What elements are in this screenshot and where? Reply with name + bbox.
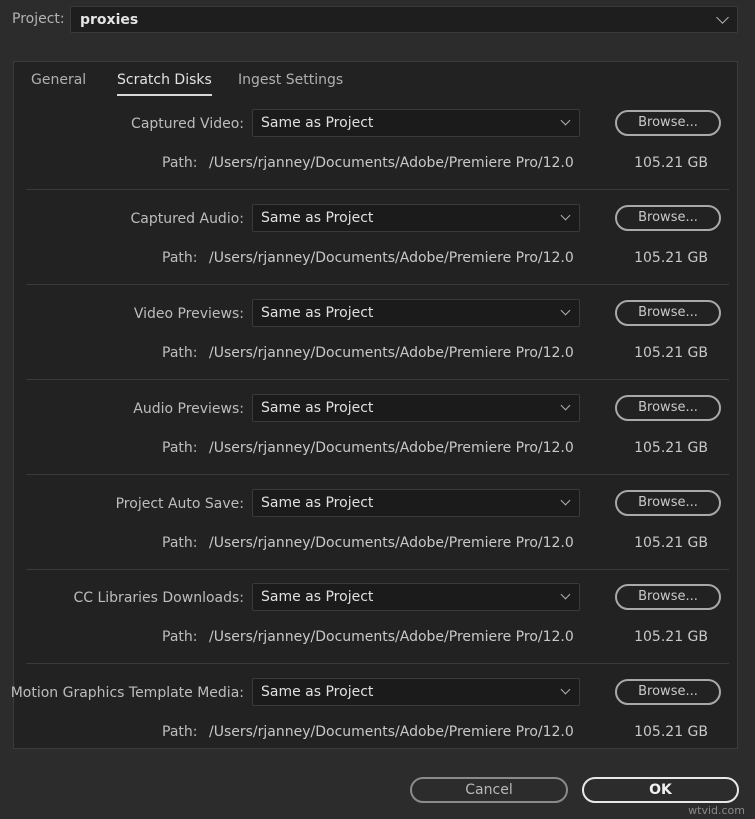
tab-scratch-disks[interactable]: Scratch Disks: [117, 72, 212, 96]
row-label: Video Previews:: [133, 306, 244, 322]
row-label: Audio Previews:: [133, 401, 244, 417]
dropdown-value: Same as Project: [261, 115, 374, 131]
path-value: /Users/rjanney/Documents/Adobe/Premiere Pro/12.0: [209, 629, 574, 645]
row-label: Captured Audio:: [130, 211, 244, 227]
dropdown-value: Same as Project: [261, 684, 374, 700]
project-row: [0, 0, 755, 43]
browse-button[interactable]: Browse...: [615, 679, 721, 705]
cancel-button[interactable]: Cancel: [410, 777, 568, 803]
path-value: /Users/rjanney/Documents/Adobe/Premiere Pro/12.0: [209, 724, 574, 740]
browse-button[interactable]: Browse...: [615, 395, 721, 421]
scratch-disk-row-cc-libraries-downloads: [14, 536, 737, 645]
scratch-disk-row-motion-graphics-template-media: [10, 631, 737, 740]
path-label: Path:: [162, 724, 198, 740]
scratch-disk-row-audio-previews: [14, 347, 737, 456]
dropdown-value: Same as Project: [261, 495, 374, 511]
browse-button[interactable]: Browse...: [615, 205, 721, 231]
chevron-down-icon: [561, 590, 571, 600]
location-dropdown[interactable]: [252, 204, 580, 232]
dropdown-value: Same as Project: [261, 400, 374, 416]
row-label: Project Auto Save:: [115, 496, 244, 512]
project-select-value: proxies: [80, 12, 139, 28]
path-value: /Users/rjanney/Documents/Adobe/Premiere Pro/12.0: [209, 345, 574, 361]
disk-space-value: 105.21 GB: [634, 535, 708, 551]
chevron-down-icon: [561, 496, 571, 506]
tab-general[interactable]: General: [31, 72, 87, 88]
browse-button[interactable]: Browse...: [615, 300, 721, 326]
scratch-disk-row-captured-video: [14, 62, 737, 171]
browse-button[interactable]: Browse...: [615, 584, 721, 610]
chevron-down-icon: [561, 211, 571, 221]
path-label: Path:: [162, 345, 198, 361]
chevron-down-icon: [716, 11, 729, 24]
row-label: CC Libraries Downloads:: [73, 590, 244, 606]
row-label: Captured Video:: [131, 116, 244, 132]
path-value: /Users/rjanney/Documents/Adobe/Premiere Pro/12.0: [209, 250, 574, 266]
scratch-disk-row-project-auto-save: [14, 442, 737, 551]
location-dropdown[interactable]: [252, 489, 580, 517]
tab-ingest-settings[interactable]: Ingest Settings: [238, 72, 344, 88]
row-label: Motion Graphics Template Media:: [10, 685, 244, 701]
chevron-down-icon: [561, 306, 571, 316]
disk-space-value: 105.21 GB: [634, 440, 708, 456]
scratch-disk-row-captured-audio: [14, 157, 737, 266]
watermark-text: wtvid.com: [688, 804, 745, 817]
chevron-down-icon: [561, 685, 571, 695]
path-label: Path:: [162, 155, 198, 171]
path-value: /Users/rjanney/Documents/Adobe/Premiere Pro/12.0: [209, 535, 574, 551]
location-dropdown[interactable]: [252, 109, 580, 137]
path-label: Path:: [162, 440, 198, 456]
dropdown-value: Same as Project: [261, 210, 374, 226]
path-value: /Users/rjanney/Documents/Adobe/Premiere Pro/12.0: [209, 440, 574, 456]
disk-space-value: 105.21 GB: [634, 250, 708, 266]
path-label: Path:: [162, 535, 198, 551]
path-value: /Users/rjanney/Documents/Adobe/Premiere Pro/12.0: [209, 155, 574, 171]
dropdown-value: Same as Project: [261, 589, 374, 605]
project-select[interactable]: [70, 6, 738, 33]
location-dropdown[interactable]: [252, 394, 580, 422]
disk-space-value: 105.21 GB: [634, 155, 708, 171]
settings-panel: [10, 61, 738, 749]
disk-space-value: 105.21 GB: [634, 345, 708, 361]
path-label: Path:: [162, 250, 198, 266]
location-dropdown[interactable]: [252, 678, 580, 706]
dropdown-value: Same as Project: [261, 305, 374, 321]
location-dropdown[interactable]: [252, 583, 580, 611]
browse-button[interactable]: Browse...: [615, 110, 721, 136]
browse-button[interactable]: Browse...: [615, 490, 721, 516]
project-label: Project:: [12, 11, 65, 27]
disk-space-value: 105.21 GB: [634, 724, 708, 740]
ok-button[interactable]: OK: [582, 777, 739, 803]
chevron-down-icon: [561, 116, 571, 126]
disk-space-value: 105.21 GB: [634, 629, 708, 645]
scratch-disk-row-video-previews: [14, 252, 737, 361]
path-label: Path:: [162, 629, 198, 645]
location-dropdown[interactable]: [252, 299, 580, 327]
chevron-down-icon: [561, 401, 571, 411]
